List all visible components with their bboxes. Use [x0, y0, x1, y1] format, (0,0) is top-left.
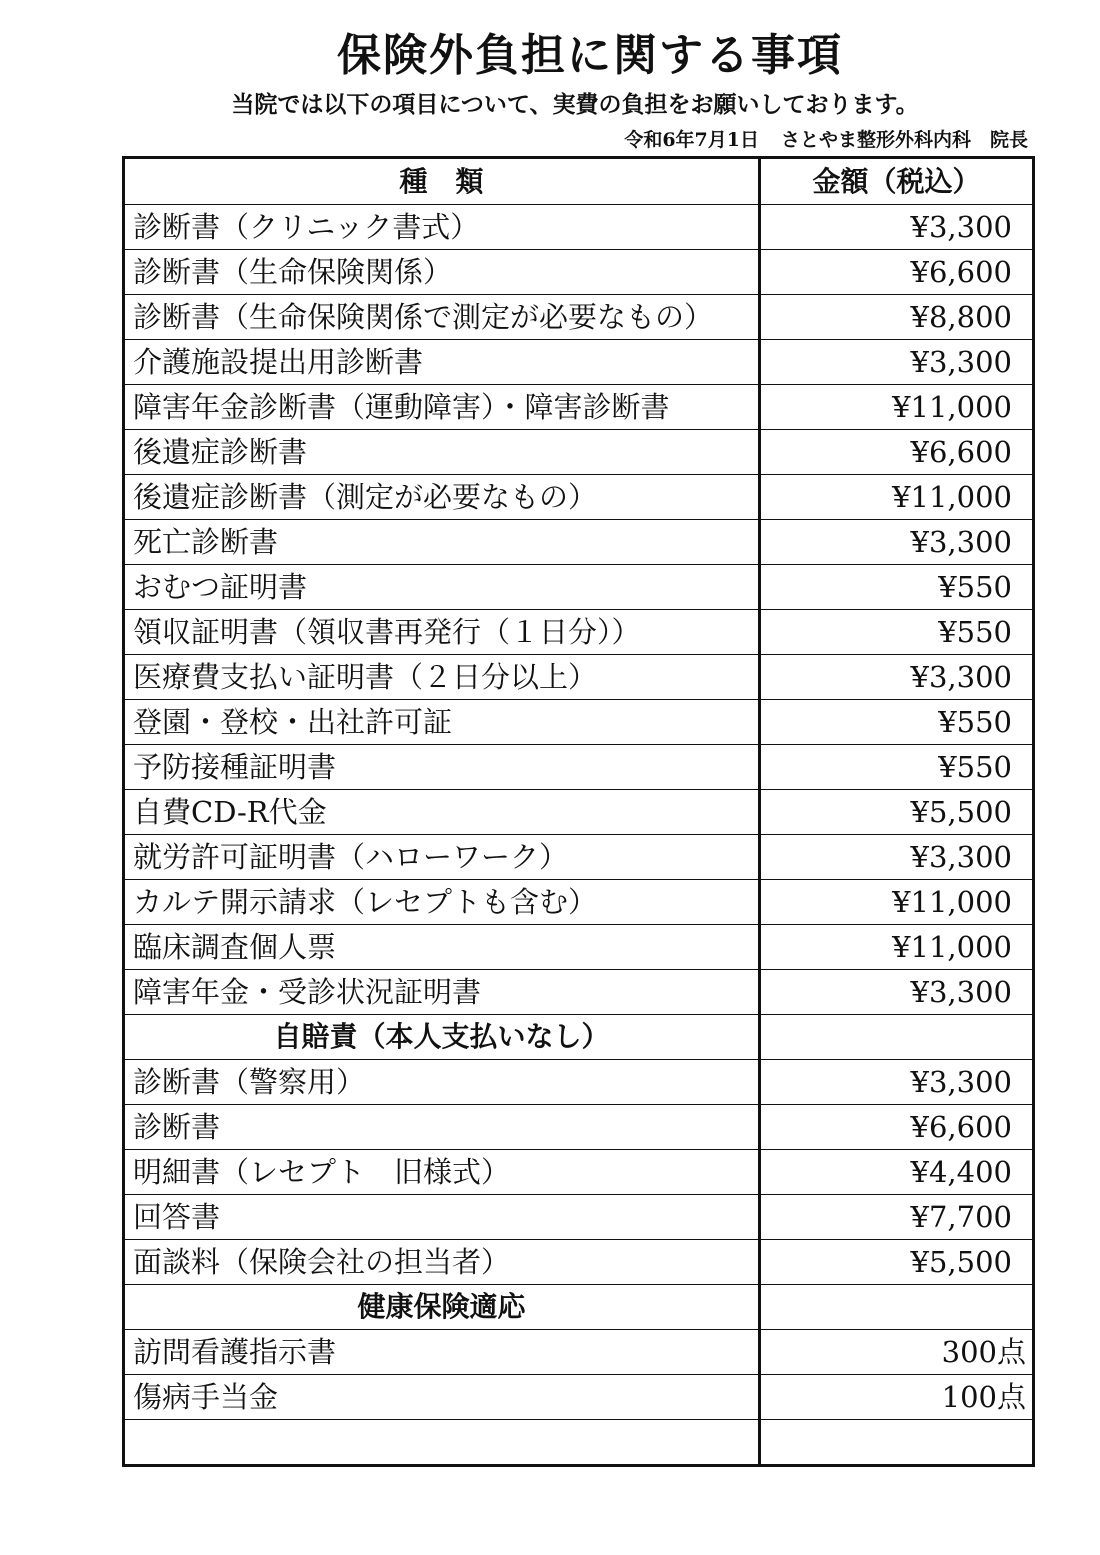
fee-item-amount: ¥6,600	[760, 250, 1034, 295]
fee-item-amount: ¥11,000	[760, 880, 1034, 925]
page-subtitle: 当院では以下の項目について、実費の負担をお願いしております。	[231, 91, 919, 118]
fee-item-amount: ¥11,000	[760, 475, 1034, 520]
table-row	[124, 520, 1034, 565]
fee-item-name: 診断書（生命保険関係で測定が必要なもの）	[124, 295, 760, 340]
fee-item-name: 医療費支払い証明書（２日分以上）	[124, 655, 760, 700]
table-row	[124, 205, 1034, 250]
fee-item-name: 診断書（生命保険関係）	[124, 250, 760, 295]
fee-item-amount: ¥550	[760, 700, 1034, 745]
fee-item-name: カルテ開示請求（レセプトも含む）	[124, 880, 760, 925]
fee-item-amount: ¥3,300	[760, 205, 1034, 250]
fee-item-name: 障害年金・受診状況証明書	[124, 970, 760, 1015]
section-empty-amount	[760, 1015, 1034, 1060]
fee-item-amount: ¥3,300	[760, 970, 1034, 1015]
fee-item-amount: ¥3,300	[760, 835, 1034, 880]
table-row	[124, 1330, 1034, 1375]
table-row	[124, 700, 1034, 745]
fee-table	[122, 156, 1035, 1467]
fee-item-name: 後遺症診断書（測定が必要なもの）	[124, 475, 760, 520]
fee-item-amount: ¥8,800	[760, 295, 1034, 340]
fee-item-amount: ¥550	[760, 565, 1034, 610]
section-empty-amount	[760, 1285, 1034, 1330]
table-row	[124, 835, 1034, 880]
fee-item-amount: ¥6,600	[760, 430, 1034, 475]
fee-item-amount: ¥11,000	[760, 385, 1034, 430]
table-row	[124, 1150, 1034, 1195]
fee-item-amount: ¥11,000	[760, 925, 1034, 970]
fee-item-name: おむつ証明書	[124, 565, 760, 610]
blank-cell	[124, 1420, 760, 1466]
fee-item-name: 領収証明書（領収書再発行（１日分））	[124, 610, 760, 655]
table-row	[124, 610, 1034, 655]
table-row	[124, 745, 1034, 790]
fee-item-name: 介護施設提出用診断書	[124, 340, 760, 385]
table-row	[124, 655, 1034, 700]
table-row	[124, 430, 1034, 475]
fee-item-points: 100点	[760, 1375, 1034, 1420]
table-row	[124, 385, 1034, 430]
fee-item-amount: ¥3,300	[760, 520, 1034, 565]
fee-item-amount: ¥6,600	[760, 1105, 1034, 1150]
table-row	[124, 1375, 1034, 1420]
issue-date: 令和6年7月1日	[624, 129, 759, 151]
fee-item-name: 後遺症診断書	[124, 430, 760, 475]
fee-item-points: 300点	[760, 1330, 1034, 1375]
table-row	[124, 970, 1034, 1015]
fee-item-amount: ¥3,300	[760, 340, 1034, 385]
fee-item-name: 診断書	[124, 1105, 760, 1150]
section-row-insurance	[124, 1285, 1034, 1330]
table-row	[124, 1060, 1034, 1105]
table-row	[124, 925, 1034, 970]
fee-item-name: 診断書（クリニック書式）	[124, 205, 760, 250]
blank-row	[124, 1420, 1034, 1466]
table-row	[124, 1105, 1034, 1150]
fee-item-name: 自費CD-R代金	[124, 790, 760, 835]
fee-item-amount: ¥4,400	[760, 1150, 1034, 1195]
fee-item-name: 訪問看護指示書	[124, 1330, 760, 1375]
table-row	[124, 295, 1034, 340]
fee-item-name: 明細書（レセプト 旧様式）	[124, 1150, 760, 1195]
fee-item-name: 死亡診断書	[124, 520, 760, 565]
fee-item-amount: ¥550	[760, 610, 1034, 655]
fee-item-amount: ¥3,300	[760, 655, 1034, 700]
table-row	[124, 565, 1034, 610]
table-row	[124, 475, 1034, 520]
table-row	[124, 1195, 1034, 1240]
section-row-jibaiseki	[124, 1015, 1034, 1060]
fee-item-name: 障害年金診断書（運動障害）・障害診断書	[124, 385, 760, 430]
fee-item-name: 傷病手当金	[124, 1375, 760, 1420]
section-heading-insurance: 健康保険適応	[124, 1285, 760, 1330]
blank-cell	[760, 1420, 1034, 1466]
page-title: 保険外負担に関する事項	[337, 30, 843, 81]
table-row	[124, 1240, 1034, 1285]
table-row	[124, 790, 1034, 835]
fee-item-amount: ¥5,500	[760, 790, 1034, 835]
table-row	[124, 340, 1034, 385]
fee-item-amount: ¥3,300	[760, 1060, 1034, 1105]
fee-item-amount: ¥550	[760, 745, 1034, 790]
fee-item-amount: ¥5,500	[760, 1240, 1034, 1285]
table-header-row	[124, 158, 1034, 205]
section-heading-jibaiseki: 自賠責（本人支払いなし）	[124, 1015, 760, 1060]
fee-item-name: 予防接種証明書	[124, 745, 760, 790]
fee-item-name: 面談料（保険会社の担当者）	[124, 1240, 760, 1285]
table-row	[124, 880, 1034, 925]
fee-item-name: 臨床調査個人票	[124, 925, 760, 970]
date-signature-line	[624, 126, 1028, 154]
column-header-type: 種 類	[124, 158, 760, 205]
fee-item-name: 回答書	[124, 1195, 760, 1240]
clinic-signature: さとやま整形外科内科 院長	[780, 129, 1028, 151]
fee-item-name: 登園・登校・出社許可証	[124, 700, 760, 745]
column-header-amount: 金額（税込）	[760, 158, 1034, 205]
fee-item-name: 診断書（警察用）	[124, 1060, 760, 1105]
table-row	[124, 250, 1034, 295]
fee-item-amount: ¥7,700	[760, 1195, 1034, 1240]
fee-item-name: 就労許可証明書（ハローワーク）	[124, 835, 760, 880]
